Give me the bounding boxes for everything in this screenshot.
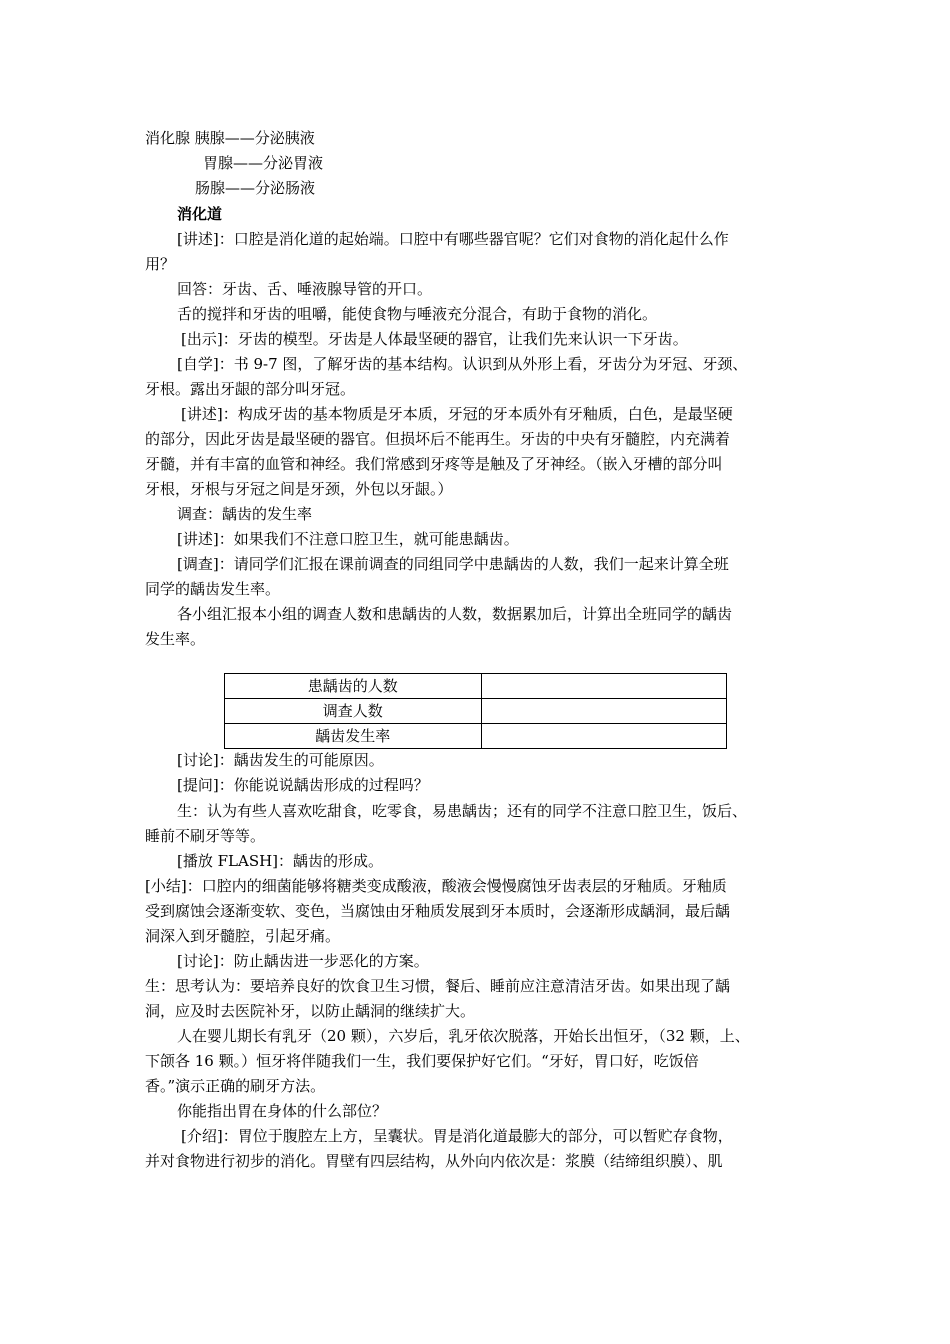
paragraph-line: [介绍]：胃位于腹腔左上方，呈囊状。胃是消化道最膨大的部分，可以暂贮存食物， <box>181 1127 733 1145</box>
paragraph-line: 发生率。 <box>145 630 206 648</box>
table-row <box>225 699 727 724</box>
table-cell-value <box>481 699 727 724</box>
caries-survey-table <box>224 673 727 749</box>
paragraph-line: [播放 FLASH]：龋齿的形成。 <box>177 852 384 870</box>
paragraph-line: 人在婴儿期长有乳牙（20 颗），六岁后，乳牙依次脱落，开始长出恒牙，（32 颗，上、 <box>177 1027 750 1045</box>
paragraph-line: 下颌各 16 颗。）恒牙将伴随我们一生，我们要保护好它们。“牙好，胃口好，吃饭倍 <box>145 1052 699 1070</box>
gland-line-stomach: 胃腺——分泌胃液 <box>203 154 324 172</box>
table-cell-value <box>481 674 727 699</box>
table-row <box>225 724 727 749</box>
paragraph-line: 用？ <box>145 255 176 273</box>
paragraph-line: 各小组汇报本小组的调查人数和患龋齿的人数，数据累加后，计算出全班同学的龋齿 <box>177 605 733 623</box>
paragraph-line: 生：认为有些人喜欢吃甜食，吃零食，易患龋齿；还有的同学不注意口腔卫生，饭后、 <box>177 802 748 820</box>
paragraph-line: [出示]：牙齿的模型。牙齿是人体最坚硬的器官，让我们先来认识一下牙齿。 <box>181 330 688 348</box>
table-cell-label: 患龋齿的人数 <box>225 674 482 699</box>
paragraph-line: [讨论]：龋齿发生的可能原因。 <box>177 751 384 769</box>
paragraph-line: [自学]：书 9-7 图，了解牙齿的基本结构。认识到从外形上看，牙齿分为牙冠、牙颈、 <box>177 355 748 373</box>
gland-line-pancreas: 消化腺 胰腺——分泌胰液 <box>145 129 315 147</box>
paragraph-line: 调查：龋齿的发生率 <box>177 505 313 523</box>
paragraph-line: [讲述]：口腔是消化道的起始端。口腔中有哪些器官呢？它们对食物的消化起什么作 <box>177 230 729 248</box>
paragraph-line: 牙根，牙根与牙冠之间是牙颈，外包以牙龈。） <box>145 480 453 498</box>
paragraph-line: 你能指出胃在身体的什么部位？ <box>177 1102 388 1120</box>
paragraph-line: 牙髓，并有丰富的血管和神经。我们常感到牙疼等是触及了牙神经。（嵌入牙槽的部分叫 <box>145 455 723 473</box>
paragraph-line: [讨论]：防止龋齿进一步恶化的方案。 <box>177 952 429 970</box>
paragraph-line: 舌的搅拌和牙齿的咀嚼，能使食物与唾液充分混合，有助于食物的消化。 <box>177 305 658 323</box>
paragraph-line: 香。”演示正确的刷牙方法。 <box>145 1077 326 1095</box>
gland-line-intestine: 肠腺——分泌肠液 <box>195 179 316 197</box>
paragraph-line: [调查]：请同学们汇报在课前调查的同组同学中患龋齿的人数，我们一起来计算全班 <box>177 555 729 573</box>
paragraph-line: [讲述]：构成牙齿的基本物质是牙本质，牙冠的牙本质外有牙釉质，白色，是最坚硬 <box>181 405 733 423</box>
paragraph-line: 的部分，因此牙齿是最坚硬的器官。但损坏后不能再生。牙齿的中央有牙髓腔，内充满着 <box>145 430 731 448</box>
paragraph-line: 并对食物进行初步的消化。胃壁有四层结构，从外向内依次是：浆膜（结缔组织膜）、肌 <box>145 1152 723 1170</box>
paragraph-line: 受到腐蚀会逐渐变软、变色，当腐蚀由牙釉质发展到牙本质时，会逐渐形成龋洞，最后龋 <box>145 902 731 920</box>
paragraph-line: 同学的龋齿发生率。 <box>145 580 281 598</box>
paragraph-line: 洞，应及时去医院补牙，以防止龋洞的继续扩大。 <box>145 1002 476 1020</box>
table-row <box>225 674 727 699</box>
section-heading: 消化道 <box>177 205 223 223</box>
paragraph-line: 牙根。露出牙龈的部分叫牙冠。 <box>145 380 356 398</box>
table-cell-label: 调查人数 <box>225 699 482 724</box>
table-cell-label: 龋齿发生率 <box>225 724 482 749</box>
paragraph-line: 睡前不刷牙等等。 <box>145 827 266 845</box>
paragraph-line: 生：思考认为：要培养良好的饮食卫生习惯，餐后、睡前应注意清洁牙齿。如果出现了龋 <box>145 977 731 995</box>
paragraph-line: [提问]：你能说说龋齿形成的过程吗？ <box>177 776 429 794</box>
paragraph-line: [小结]：口腔内的细菌能够将糖类变成酸液，酸液会慢慢腐蚀牙齿表层的牙釉质。牙釉质 <box>145 877 727 895</box>
paragraph-line: [讲述]：如果我们不注意口腔卫生，就可能患龋齿。 <box>177 530 519 548</box>
paragraph-line: 洞深入到牙髓腔，引起牙痛。 <box>145 927 341 945</box>
table-cell-value <box>481 724 727 749</box>
paragraph-line: 回答：牙齿、舌、唾液腺导管的开口。 <box>177 280 433 298</box>
